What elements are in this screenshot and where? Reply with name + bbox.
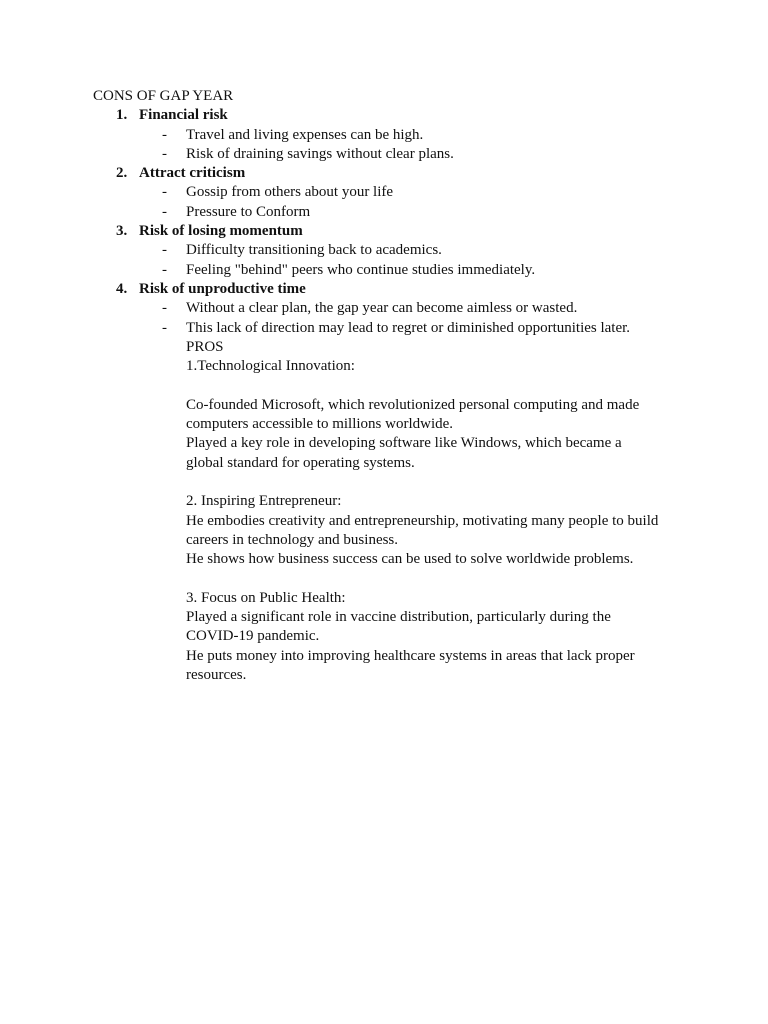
bullet-text: Difficulty transitioning back to academics. <box>186 242 442 259</box>
con-bullet <box>93 241 693 260</box>
bullet-text: Risk of draining savings without clear plans. <box>186 145 454 162</box>
pros-line: Co-founded Microsoft, which revolutionized personal computing and made <box>186 396 640 413</box>
pros-line: He embodies creativity and entrepreneurship, motivating many people to build <box>186 512 659 529</box>
bullet-text: Travel and living expenses can be high. <box>186 126 424 143</box>
con-number: 2. <box>116 165 128 182</box>
con-bullet <box>93 126 693 145</box>
pros-line: Played a key role in developing software like Windows, which became a <box>186 435 622 452</box>
pros-line: resources. <box>186 666 247 683</box>
pros-line: careers in technology and business. <box>186 531 399 548</box>
bullet-dash: - <box>162 242 167 259</box>
con-heading: Risk of unproductive time <box>139 280 306 297</box>
con-number: 1. <box>116 107 128 124</box>
pros-line: COVID-19 pandemic. <box>186 628 320 645</box>
con-bullet <box>93 319 693 338</box>
con-item-2 <box>93 164 693 183</box>
pros-line: He puts money into improving healthcare systems in areas that lack proper <box>186 647 635 664</box>
pros-section-heading: 2. Inspiring Entrepreneur: <box>186 493 342 510</box>
con-bullet <box>93 203 693 222</box>
con-bullet <box>93 183 693 202</box>
bullet-dash: - <box>162 319 167 336</box>
bullet-dash: - <box>162 300 167 317</box>
con-bullet <box>93 145 693 164</box>
bullet-text: Feeling "behind" peers who continue studies immediately. <box>186 261 536 278</box>
con-heading: Risk of losing momentum <box>139 223 303 240</box>
pros-section-heading: 3. Focus on Public Health: <box>186 589 346 606</box>
pros-line: Played a significant role in vaccine distribution, particularly during the <box>186 609 611 626</box>
con-number: 3. <box>116 223 128 240</box>
pros-line: computers accessible to millions worldwide. <box>186 416 454 433</box>
bullet-text: Without a clear plan, the gap year can become aimless or wasted. <box>186 300 578 317</box>
pros-section-heading: 1.Technological Innovation: <box>186 358 355 375</box>
con-number: 4. <box>116 280 128 297</box>
bullet-text: This lack of direction may lead to regret or diminished opportunities later. <box>186 319 631 336</box>
blank-line <box>93 473 693 492</box>
pros-line: global standard for operating systems. <box>186 454 415 471</box>
pros-line: He shows how business success can be used to solve worldwide problems. <box>186 551 634 568</box>
bullet-text: Gossip from others about your life <box>186 184 394 201</box>
bullet-dash: - <box>162 126 167 143</box>
bullet-dash: - <box>162 184 167 201</box>
con-item-3 <box>93 222 693 241</box>
con-item-4 <box>93 280 693 299</box>
pros-label: PROS <box>186 338 224 355</box>
con-heading: Attract criticism <box>139 165 246 182</box>
bullet-dash: - <box>162 145 167 162</box>
bullet-text: Pressure to Conform <box>186 203 311 220</box>
con-bullet <box>93 261 693 280</box>
con-bullet <box>93 299 693 318</box>
document-body <box>93 87 693 685</box>
blank-line <box>93 376 693 395</box>
con-item-1 <box>93 106 693 125</box>
document-title: CONS OF GAP YEAR <box>93 88 234 104</box>
bullet-dash: - <box>162 203 167 220</box>
blank-line <box>93 569 693 588</box>
con-heading: Financial risk <box>139 107 228 124</box>
bullet-dash: - <box>162 261 167 278</box>
